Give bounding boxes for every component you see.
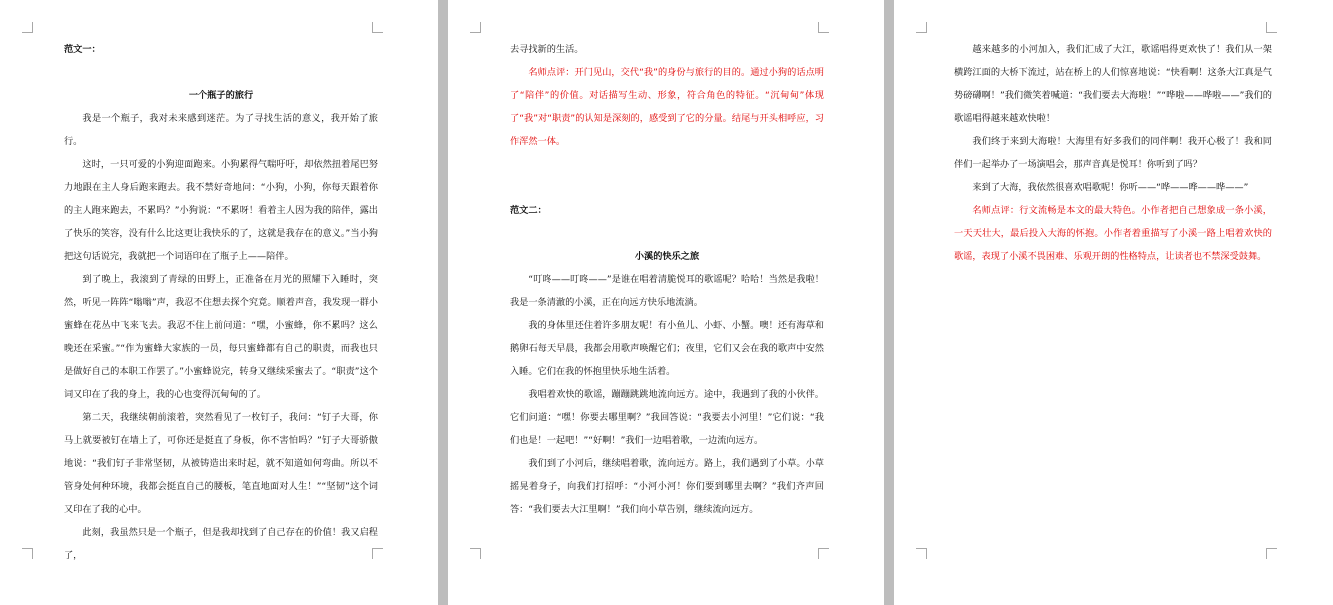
corner-mark-bottom-left xyxy=(22,548,33,559)
body-paragraph: 这时，一只可爱的小狗迎面跑来。小狗累得气喘吁吁，却依然扭着尾巴努力地跟在主人身后跑来跑去。我不禁好奇地问：“小狗，小狗，你每天跟着你的主人跑来跑去，不累吗？”小狗说：“不累呀！看着主人因为我的陪伴，露出了快乐的笑容，没有什么比这更让我快乐的了，这就是我存在的意义。”当小狗把这句话说完，我就把一个词语印在了瓶子上——陪伴。 xyxy=(64,159,378,262)
body-paragraph: 到了晚上，我滚到了青绿的田野上，正准备在月光的照耀下入睡时，突然，听见一阵阵“嗡嗡”声，我忍不住想去探个究竟。顺着声音，我发现一群小蜜蜂在花丛中飞来飞去。我忍不住上前问道：“嘿，小蜜蜂，你不累吗？这么晚还在采蜜。”“作为蜜蜂大家族的一员，每只蜜蜂都有自己的职责，而我也只是做好自己的本职工作罢了。”小蜜蜂说完，转身又继续采蜜去了。“职责”这个词又印在了我的身上，我的心也变得沉甸甸的了。 xyxy=(64,274,378,400)
teacher-comment-paragraph: 名师点评：行文流畅是本文的最大特色。小作者把自己想象成一条小溪，一天天壮大，最后投入大海的怀抱。小作者着重描写了小溪一路上唱着欢快的歌谣，表现了小溪不畏困难、乐观开朗的性格特点，让读者也不禁深受鼓舞。 xyxy=(954,205,1272,262)
corner-mark-bottom-left xyxy=(470,548,481,559)
blank-line xyxy=(64,61,378,84)
document-page-3 xyxy=(894,0,1333,605)
corner-mark-bottom-right xyxy=(1266,548,1277,559)
body-paragraph: 我唱着欢快的歌谣，蹦蹦跳跳地流向远方。途中，我遇到了我的小伙伴。它们问道：“嘿！你要去哪里啊？”我回答说：“我要去小河里！”它们说：“我们也是！一起吧！”“好啊！”我们一边唱着歌，一边流向远方。 xyxy=(510,389,824,446)
blank-line xyxy=(510,153,824,199)
essay-title: 小溪的快乐之旅 xyxy=(634,251,700,262)
body-paragraph: 第二天，我继续朝前滚着，突然看见了一枚钉子，我问：“钉子大哥，你马上就要被钉在墙上了，可你还是挺直了身板，你不害怕吗？”钉子大哥骄傲地说：“我们钉子非常坚韧，从被铸造出来时起，就不知道如何弯曲。所以不管身处何种环境，我都会挺直自己的腰板，笔直地面对人生！”“坚韧”这个词又印在了我的心中。 xyxy=(64,412,378,515)
body-paragraph: 我们到了小河后，继续唱着歌，流向远方。路上，我们遇到了小草。小草摇晃着身子，向我们打招呼：“小河小河！你们要到哪里去啊？”我们齐声回答：“我们要去大江里啊！”我们向小草告别，继续流向远方。 xyxy=(510,458,824,515)
body-paragraph: 去寻找新的生活。 xyxy=(510,44,584,55)
corner-mark-top-left xyxy=(22,22,33,33)
teacher-comment-paragraph: 名师点评：开门见山，交代“我”的身份与旅行的目的。通过小狗的话点明了“陪伴”的价值。对话描写生动、形象，符合角色的特征。“沉甸甸”体现了“我”对“职责”的认知是深刻的，感受到了它的分量。结尾与开头相呼应，习作浑然一体。 xyxy=(510,67,824,147)
corner-mark-bottom-left xyxy=(916,548,927,559)
corner-mark-bottom-right xyxy=(818,548,829,559)
essay-title: 一个瓶子的旅行 xyxy=(188,90,254,101)
blank-line xyxy=(510,222,824,245)
corner-mark-top-left xyxy=(916,22,927,33)
corner-mark-top-right xyxy=(372,22,383,33)
page-2-text xyxy=(510,38,824,521)
section-heading: 范文二： xyxy=(510,205,547,216)
page-3-text xyxy=(954,38,1272,268)
body-paragraph: “叮咚——叮咚——”是谁在唱着清脆悦耳的歌谣呢？哈哈！当然是我啦！我是一条清澈的小溪，正在向远方快乐地流淌。 xyxy=(510,274,824,308)
body-paragraph: 我是一个瓶子，我对未来感到迷茫。为了寻找生活的意义，我开始了旅行。 xyxy=(64,113,378,147)
document-page-2 xyxy=(448,0,884,605)
corner-mark-top-right xyxy=(1266,22,1277,33)
body-paragraph: 越来越多的小河加入，我们汇成了大江，歌谣唱得更欢快了！我们从一架横跨江面的大桥下流过，站在桥上的人们惊喜地说：“快看啊！这条大江真是气势磅礴啊！”我们微笑着喊道：“我们要去大海啦！”“哗啦——哗啦——”我们的歌谣唱得越来越欢快啦！ xyxy=(954,44,1272,124)
body-paragraph: 我们终于来到大海啦！大海里有好多我们的同伴啊！我开心极了！我和同伴们一起举办了一场演唱会，那声音真是悦耳！你听到了吗？ xyxy=(954,136,1272,170)
corner-mark-top-left xyxy=(470,22,481,33)
body-paragraph: 来到了大海，我依然很喜欢唱歌呢！你听——“哗——哗——哗——” xyxy=(972,182,1249,193)
page-1-text xyxy=(64,38,378,567)
document-page-1 xyxy=(0,0,438,605)
section-heading: 范文一： xyxy=(64,44,101,55)
body-paragraph: 我的身体里还住着许多朋友呢！有小鱼儿、小虾、小蟹。噢！还有海草和鹅卵石每天早晨，我都会用歌声唤醒它们；夜里，它们又会在我的歌声中安然入睡。它们在我的怀抱里快乐地生活着。 xyxy=(510,320,824,377)
body-paragraph: 此刻，我虽然只是一个瓶子，但是我却找到了自己存在的价值！我又启程了， xyxy=(64,527,378,561)
corner-mark-top-right xyxy=(818,22,829,33)
